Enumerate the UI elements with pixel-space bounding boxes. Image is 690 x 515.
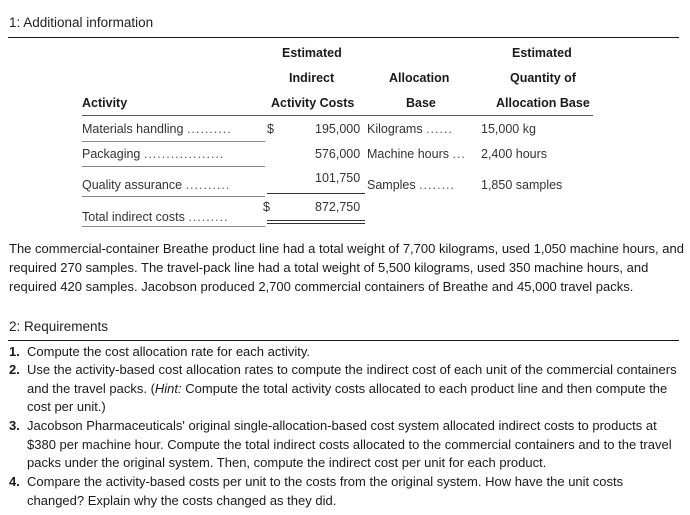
total-double-rule	[267, 223, 365, 224]
header-cost-line1: Estimated	[282, 46, 342, 60]
description-paragraph: The commercial-container Breathe product line had a total weight of 7,700 kilograms, used 1,050 machine hours, and required 270 samples. The travel-pack line had a total weight of 5,500 kilograms, used 350 machine hours, and required 420 samples. Jacobson produced 2,700 commercial containers of Breathe and 45,000 travel packs.	[9, 241, 684, 294]
row-qty: 1,850 samples	[481, 178, 563, 192]
section-divider	[8, 340, 679, 341]
header-underline	[82, 115, 593, 116]
requirement-number: 1.	[9, 344, 20, 359]
header-cost-line2: Indirect	[289, 71, 335, 85]
header-activity: Activity	[82, 96, 128, 110]
row-cost: 576,000	[315, 147, 361, 161]
row-rule	[82, 141, 265, 142]
row-cost: 195,000	[315, 122, 361, 136]
row-activity: Packaging ..................	[82, 147, 225, 161]
requirement-item	[9, 361, 681, 417]
row-qty: 15,000 kg	[481, 122, 536, 136]
row-activity: Quality assurance ..........	[82, 178, 231, 192]
header-base-line1: Allocation	[389, 71, 450, 85]
subtotal-rule	[267, 193, 365, 194]
requirement-text: Use the activity-based cost allocation rates to compute the indirect cost of each unit of the commercial containers and the travel packs. (Hint: Compute the total activity costs allocated to each product line and then compute the cost per unit.)	[27, 362, 677, 415]
row-base: Kilograms ......	[367, 122, 453, 136]
row-rule	[82, 226, 265, 227]
row-activity: Materials handling ..........	[82, 122, 232, 136]
total-rule	[267, 220, 365, 221]
requirement-item	[9, 343, 681, 363]
total-label: Total indirect costs .........	[82, 210, 229, 224]
row-rule	[82, 196, 265, 197]
section-title-requirements: 2: Requirements	[9, 319, 109, 334]
requirement-number: 4.	[9, 474, 20, 489]
requirement-number: 2.	[9, 362, 20, 377]
row-qty: 2,400 hours	[481, 147, 548, 161]
requirement-item	[9, 473, 681, 511]
row-rule	[82, 166, 265, 167]
header-qty-line2: Quantity of	[510, 71, 576, 85]
requirement-item	[9, 417, 681, 473]
header-qty-line1: Estimated	[512, 46, 572, 60]
header-qty-line3: Allocation Base	[496, 96, 590, 110]
total-cost: 872,750	[315, 200, 361, 214]
requirement-number: 3.	[9, 418, 20, 433]
requirement-text: Compute the cost allocation rate for each activity.	[27, 344, 311, 359]
row-base: Machine hours ...	[367, 147, 466, 161]
row-currency: $	[267, 122, 274, 136]
hint-label: Hint:	[154, 380, 182, 396]
row-cost: 101,750	[315, 171, 361, 185]
section-divider	[8, 37, 679, 38]
total-currency: $	[263, 200, 270, 214]
section-title-additional-info: 1: Additional information	[9, 15, 154, 30]
requirement-text: Jacobson Pharmaceuticals' original single-allocation-based cost system allocated indirect costs to products at $380 per machine hour. Compute the total indirect costs allocated to the commercial containers and to the travel packs under the original system. Then, compute the indirect cost per unit for each product.	[27, 418, 672, 471]
header-cost-line3: Activity Costs	[271, 96, 355, 110]
header-base-line2: Base	[406, 96, 436, 110]
row-base: Samples ........	[367, 178, 455, 192]
requirement-text: Compare the activity-based costs per unit to the costs from the original system. How have the unit costs changed? Explain why the costs changed as they did.	[27, 474, 624, 508]
